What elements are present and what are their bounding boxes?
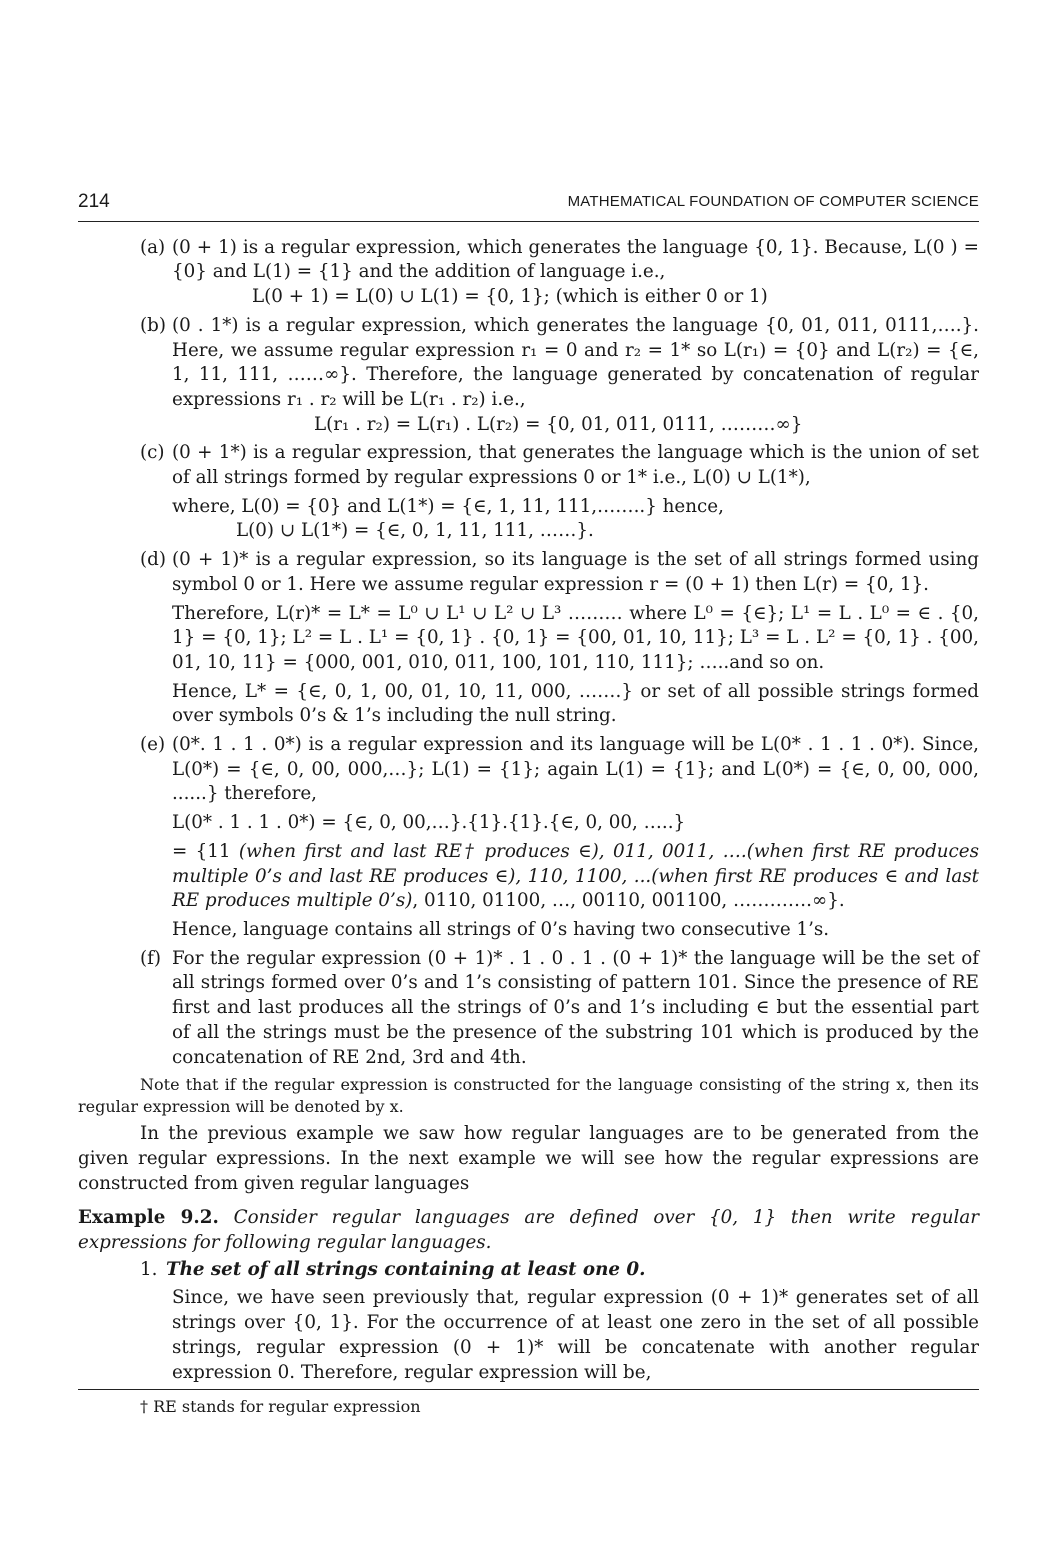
item-e	[78, 733, 979, 943]
list-body: Since, we have seen previously that, regular expression (0 + 1)* generates set of all strings over {0, 1}. For the occurrence of at least one zero in the set of all possible strings, regular expression (0 + 1)* will be concatenate with another regular expression 0. Therefore, regular expression will be,	[172, 1287, 979, 1383]
item-label: (d)	[140, 549, 166, 571]
list-title: The set of all strings containing at least one 0.	[166, 1258, 646, 1280]
item-f	[78, 947, 979, 1071]
item-text: For the regular expression (0 + 1)* . 1 . 0 . 1 . (0 + 1)* the language will be the set of all strings formed over 0’s and 1’s consisting of pattern 101. Since the presence of RE first and last produces all the strings of 0’s and 1’s including ∈ but the essential part of all the strings must be the presence of the substring 101 which is produced by the concatenation of RE 2nd, 3rd and 4th.	[172, 947, 979, 1068]
example-text: Consider regular languages are defined over {0, 1} then write regular expressions for following regular languages.	[78, 1207, 979, 1254]
item-text: (0 + 1)* is a regular expression, so its language is the set of all strings formed using symbol 0 or 1. Here we assume regular expression r = (0 + 1) then L(r) = {0, 1}.	[172, 549, 979, 595]
item-label: (b)	[140, 314, 166, 336]
eq-end: , 0110, 01100, …, 00110, 001100, ………….∞}.	[412, 890, 845, 912]
equation: L(0 + 1) = L(0) ∪ L(1) = {0, 1}; (which is either 0 or 1)	[252, 286, 768, 308]
item-label: (e)	[140, 734, 166, 756]
footnote-rule	[78, 1389, 979, 1390]
running-head: MATHEMATICAL FOUNDATION OF COMPUTER SCIENCE	[567, 193, 979, 210]
equation-expansion	[172, 840, 979, 914]
note: Note that if the regular expression is constructed for the language consisting of the string x, then its regular expression will be denoted by x.	[78, 1075, 979, 1117]
page-header	[78, 190, 979, 222]
list-number: 1.	[140, 1258, 158, 1280]
eq-italic: (when first and last RE† produces ∈), 011, 0011, ….(when first RE produces multiple 0’s and last RE produces ∈), 110, 1100, ...(when first RE produces ∈ and last RE produces multiple 0’s)	[172, 840, 979, 912]
item-therefore: Therefore, L(r)* = L* = L⁰ ∪ L¹ ∪ L² ∪ L³ ……… where L⁰ = {∈}; L¹ = L . L⁰ = ∈ . {0, 1} = {0, 1}; L² = L . L¹ = {0, 1} . {0, 1} = {00, 01, 10, 11}; L³ = L . L² = {0, 1} . {00, 01, 10, 11} = {000, 001, 010, 011, 100, 101, 110, 111}; …..and so on.	[172, 602, 979, 673]
item-a	[78, 236, 979, 310]
item-label: (a)	[140, 236, 166, 258]
item-b	[78, 314, 979, 438]
item-c	[78, 441, 979, 544]
item-where: where, L(0) = {0} and L(1*) = {∈, 1, 11, 111,……..} hence,	[172, 495, 724, 517]
item-d	[78, 548, 979, 729]
item-text: (0 + 1) is a regular expression, which generates the language {0, 1}. Because, L(0 ) = {0} and L(1) = {1} and the addition of language i.e.,	[172, 236, 979, 283]
item-text: (0 . 1*) is a regular expression, which generates the language {0, 01, 011, 0111,….}. Here, we assume regular expression r₁ = 0 and r₂ = 1* so L(r₁) = {0} and L(r₂) = {∈, 1, 11, 111, ……∞}. Therefore, the language generated by concatenation of regular expressions r₁ . r₂ will be L(r₁ . r₂) i.e.,	[172, 314, 979, 410]
equation: L(0* . 1 . 1 . 0*) = {∈, 0, 00,…}.{1}.{1}.{∈, 0, 00, …..}	[172, 812, 686, 834]
item-hence: Hence, language contains all strings of 0’s having two consecutive 1’s.	[172, 918, 830, 940]
item-text: (0*. 1 . 1 . 0*) is a regular expression and its language will be L(0* . 1 . 1 . 0*). Since, L(0*) = {∈, 0, 00, 000,…}; L(1) = {1}; again L(1) = {1}; and L(0*) = {∈, 0, 00, 000, ......} therefore,	[172, 734, 979, 805]
book-page	[78, 190, 979, 1434]
example-label: Example 9.2.	[78, 1207, 219, 1229]
item-label: (c)	[140, 442, 165, 464]
list-item	[78, 1258, 979, 1283]
equation: L(r₁ . r₂) = L(r₁) . L(r₂) = {0, 01, 011, 0111, ………∞}	[314, 413, 803, 435]
item-label: (f)	[140, 947, 162, 969]
equation: L(0) ∪ L(1*) = {∈, 0, 1, 11, 111, ……}.	[236, 520, 594, 542]
eq-start: = {11	[172, 840, 239, 862]
item-hence: Hence, L* = {∈, 0, 1, 00, 01, 10, 11, 000, …….} or set of all possible strings formed over symbols 0’s & 1’s including the null string.	[172, 680, 979, 727]
item-text: (0 + 1*) is a regular expression, that generates the language which is the union of set of all strings formed by regular expressions 0 or 1* i.e., L(0) ∪ L(1*),	[172, 442, 979, 489]
footnote: † RE stands for regular expression	[140, 1397, 421, 1417]
paragraph: In the previous example we saw how regular languages are to be generated from the given regular expressions. In the next example we will see how the regular expressions are constructed from given regular languages	[78, 1123, 979, 1194]
page-number: 214	[78, 191, 110, 212]
example-heading	[78, 1206, 979, 1255]
